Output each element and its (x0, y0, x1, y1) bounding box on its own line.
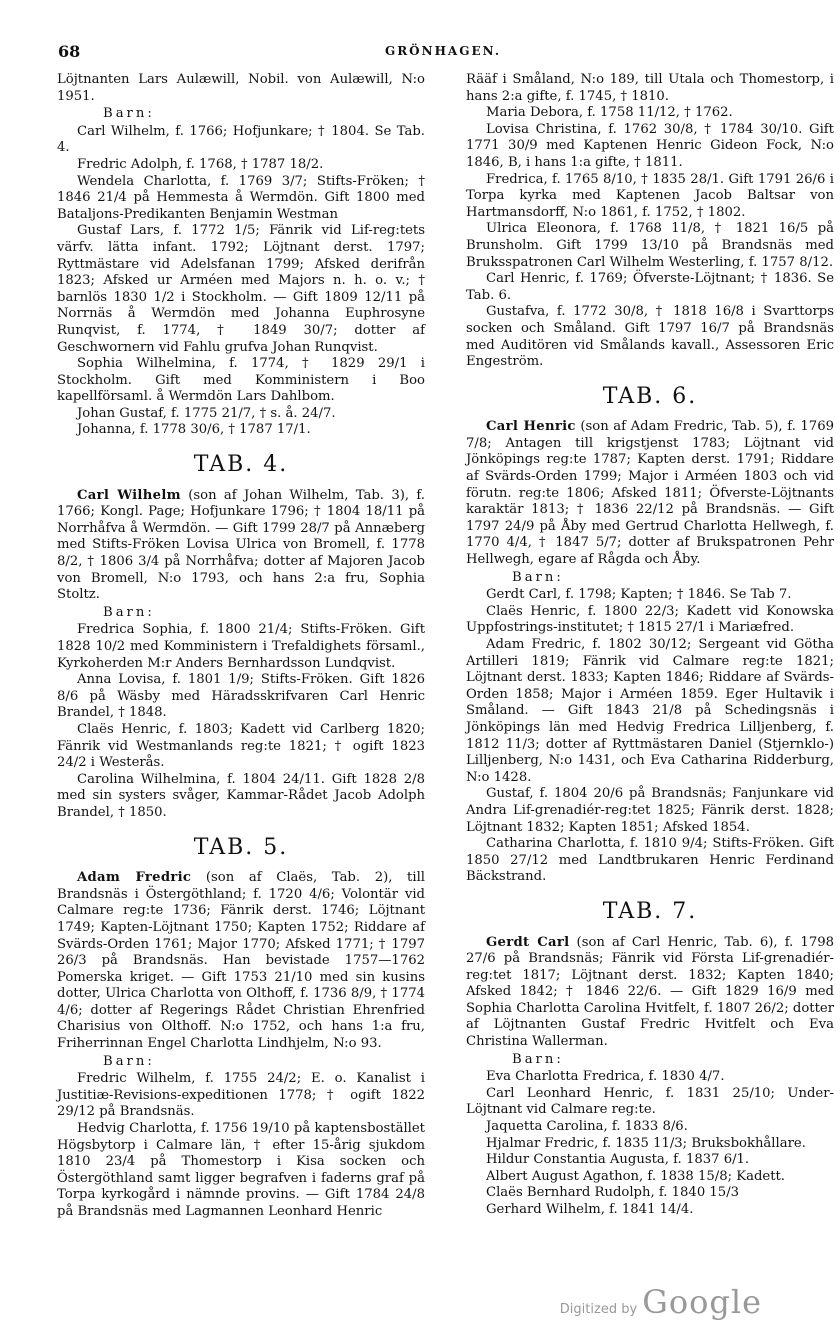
child-entry: Fredric Wilhelm, f. 1755 24/2; E. o. Kanalist i Justitiæ-Revisions-expeditionen 1778; † ogift 1822 29/12 på Brandsnäs. (57, 1071, 425, 1120)
tab-5-name: Adam Fredric (77, 870, 192, 886)
child-entry: Gustaf, f. 1804 20/6 på Brandsnäs; Fanjunkare vid Andra Lif-grenadiér-reg:tet 1825; Fänrik derst. 1828; Löjtnant 1832; Kapten 1851; Afsked 1854. (466, 786, 834, 835)
child-entry: Gerhard Wilhelm, f. 1841 14/4. (486, 1202, 694, 1217)
page-header (58, 38, 828, 64)
tab-7-text: (son af Carl Henric, Tab. 6), f. 1798 27/6 på Brandsnäs; Fänrik vid Första Lif-grenadiér-reg:tet 1817; Löjtnant derst. 1832; Kapten 1840; Afsked 1842; † 1846 22/6. — Gift 1829 16/9 med Sophia Charlotta Carolina Hvitfelt, f. 1807 26/2; dotter af Löjtnanten Gustaf Fredric Hvitfelt och Eva Christina Wallerman. (466, 934, 834, 1050)
barn-label: Barn: (512, 569, 564, 585)
child-entry: Carl Wilhelm, f. 1766; Hofjunkare; † 1804. Se Tab. 4. (57, 123, 425, 156)
child-entry: Fredrica Sophia, f. 1800 21/4; Stifts-Fröken. Gift 1828 10/2 med Komministern i Trefaldighets församl., Kyrkoherden M:r Anders Bernhardsson Lundqvist. (57, 622, 425, 671)
child-entry: Fredric Adolph, f. 1768, † 1787 18/2. (77, 156, 324, 172)
tab-7-name: Gerdt Carl (486, 934, 570, 950)
child-entry: Ulrica Eleonora, f. 1768 11/8, † 1821 16/5 på Brunsholm. Gift 1799 13/10 på Brandsnäs med Bruksspatronen Carl Wilhelm Westerling, f. 1757 8/12. (466, 221, 834, 270)
left-column (57, 72, 425, 1221)
child-entry: Carolina Wilhelmina, f. 1804 24/11. Gift 1828 2/8 med sin systers svåger, Kammar-Rådet Jacob Adolph Brandel, † 1850. (57, 771, 425, 820)
tab-7-heading: TAB. 7. (602, 898, 698, 924)
digitized-watermark (560, 1283, 762, 1321)
child-entry: Sophia Wilhelmina, f. 1774, † 1829 29/1 i Stockholm. Gift med Komministern i Boo kapellförsaml. å Wermdön Lars Dahlbom. (57, 356, 425, 405)
tab-4-entry (57, 488, 425, 604)
child-entry: Wendela Charlotta, f. 1769 3/7; Stifts-Fröken; † 1846 21/4 på Hemmesta å Wermdön. Gift 1800 med Bataljons-Predikanten Benjamin Westman (57, 173, 425, 222)
child-entry: Gustafva, f. 1772 30/8, † 1818 16/8 i Svarttorps socken och Småland. Gift 1797 16/7 på Brandsnäs med Auditören vid Smålands kavall., Assessoren Eric Engeström. (466, 304, 834, 370)
child-entry: Johan Gustaf, f. 1775 21/7, † s. å. 24/7. (77, 405, 336, 421)
child-entry: Carl Leonhard Henric, f. 1831 25/10; Under-Löjtnant vid Calmare reg:te. (466, 1085, 834, 1118)
page-number: 68 (58, 42, 81, 61)
child-entry: Jaquetta Carolina, f. 1833 8/6. (486, 1119, 688, 1135)
tab-4-heading: TAB. 4. (193, 452, 289, 478)
tab-6-heading: TAB. 6. (602, 383, 698, 409)
child-entry: Catharina Charlotta, f. 1810 9/4; Stifts-Fröken. Gift 1850 27/12 med Landtbrukaren Henric Ferdinand Bäckstrand. (466, 836, 834, 885)
child-entry: Lovisa Christina, f. 1762 30/8, † 1784 30/10. Gift 1771 30/9 med Kaptenen Henric Gideon Fock, N:o 1846, B, i hans 1:a gifte, † 1811. (466, 121, 834, 170)
child-entry: Eva Charlotta Fredrica, f. 1830 4/7. (486, 1069, 725, 1085)
running-head: GRÖNHAGEN. (384, 44, 502, 58)
child-entry: Adam Fredric, f. 1802 30/12; Sergeant vid Götha Artilleri 1819; Fänrik vid Calmare reg:te 1821; Löjtnant derst. 1833; Kapten 1846; Riddare af Svärds-Orden 1858; Major i Arméen 1859. Eger Hultavik i Småland. — Gift 1843 21/8 på Schedingsnäs i Jönköpings län med Hedvig Fredrica Lilljenberg, f. 1812 11/3; dotter af Ryttmästaren Daniel (Stjernklo-) Lilljenberg, N:o 1431, och Eva Catharina Ridderburg, N:o 1428. (466, 637, 834, 785)
tab-4-name: Carl Wilhelm (77, 487, 181, 503)
tab-7-entry (466, 935, 834, 1051)
tab-6-entry (466, 419, 834, 568)
child-entry: Claës Henric, f. 1803; Kadett vid Carlberg 1820; Fänrik vid Westmanlands reg:te 1821; † ogift 1823 24/2 i Westerås. (57, 721, 425, 771)
child-entry: Johanna, f. 1778 30/6, † 1787 17/1. (77, 422, 311, 438)
child-entry: Anna Lovisa, f. 1801 1/9; Stifts-Fröken. Gift 1826 8/6 på Wäsby med Häradsskrifvaren Carl Henric Brandel, † 1848. (57, 672, 425, 721)
child-entry: Claës Henric, f. 1800 22/3; Kadett vid Konowska Uppfostrings-institutet; † 1815 27/1 i Mariæfred. (466, 603, 834, 636)
child-entry: Maria Debora, f. 1758 11/12, † 1762. (486, 105, 733, 121)
child-entry: Hjalmar Fredric, f. 1835 11/3; Bruksbokhållare. (486, 1135, 806, 1151)
child-entry: Hildur Constantia Augusta, f. 1837 6/1. (486, 1152, 750, 1168)
tab-6-text: (son af Adam Fredric, Tab. 5), f. 1769 7/8; Antagen till krigstjenst 1783; Löjtnant vid Jönköpings reg:te 1787; Kapten derst. 1791; Riddare af Svärds-Orden 1799; Major i Arméen 1803 och vid förutn. reg:te 1806; Afsked 1811; Öfverste-Löjtnants karaktär 1813; † 1836 22/12 på Brandsnäs. — Gift 1797 24/9 på Åby med Gertrud Charlotta Hellwegh, f. 1770 4/4, † 1847 5/7; dotter af Brukspatronen Pehr Hellwegh, egare af Rågda och Åby. (466, 419, 834, 568)
child-entry: Claës Bernhard Rudolph, f. 1840 15/3 (486, 1185, 740, 1201)
digitized-by-text: Digitized by (559, 1302, 638, 1317)
continuation-text: Rääf i Småland, N:o 189, till Utala och Thomestorp, i hans 2:a gifte, f. 1745, † 1810. (466, 72, 834, 104)
intro-text: Löjtnanten Lars Aulæwill, Nobil. von Aulæwill, N:o 1951. (57, 72, 425, 104)
barn-label: Barn: (103, 604, 155, 620)
child-entry: Hedvig Charlotta, f. 1756 19/10 på kaptensbostället Högsbytorp i Calmare län, † efter 15-årig sjukdom 1810 23/4 på Thomestorp i Kisa socken och Östergöthland samt ligger begrafven i faderns graf på Torpa kyrkogård i nämnde provins. — Gift 1784 24/8 på Brandsnäs med Lagmannen Leonhard Henric (57, 1121, 425, 1219)
barn-label: Barn: (512, 1051, 564, 1067)
tab-5-heading: TAB. 5. (193, 834, 289, 860)
tab-5-text: (son af Claës, Tab. 2), till Brandsnäs i Östergöthland; f. 1720 4/6; Volontär vid Calmare reg:te 1736; Fänrik derst. 1746; Löjtnant 1749; Kapten-Löjtnant 1750; Kapten 1752; Riddare af Svärds-Orden 1761; Major 1770; Afsked 1771; † 1797 26/3 på Brandsnäs. Han bevistade 1757—1762 Pomerska kriget. — Gift 1753 21/10 med sin kusins dotter, Ulrica Charlotta von Olthoff, f. 1736 8/9, † 1774 4/6; dotter af Regerings Rådet Christian Ehrenfried Charisius von Olthoff. N:o 1752, och hans 1:a fru, Friherrinnan Engel Charlotta Lindhjelm, N:o 93. (57, 870, 425, 1052)
child-entry: Albert August Agathon, f. 1838 15/8; Kadett. (486, 1168, 785, 1184)
child-entry: Gerdt Carl, f. 1798; Kapten; † 1846. Se Tab 7. (486, 587, 792, 603)
child-entry: Fredrica, f. 1765 8/10, † 1835 28/1. Gift 1791 26/6 i Torpa kyrka med Kaptenen Jacob Baltsar von Hartmansdorff, N:o 1861, f. 1752, † 1802. (466, 171, 834, 220)
child-entry: Carl Henric, f. 1769; Öfverste-Löjtnant; † 1836. Se Tab. 6. (466, 271, 834, 303)
barn-label: Barn: (103, 106, 155, 122)
tab-4-text: (son af Johan Wilhelm, Tab. 3), f. 1766; Kongl. Page; Hofjunkare 1796; † 1804 18/11 på Norrhåfva å Wermdön. — Gift 1799 28/7 på Annæberg med Stifts-Fröken Lovisa Ulrica von Bromell, f. 1778 8/2, † 1806 3/4 på Norrhåfva; dotter af Majoren Jacob von Bromell, N:o 1793, och hans 2:a fru, Sophia Stoltz. (57, 487, 426, 603)
tab-5-entry (57, 870, 425, 1053)
barn-label: Barn: (103, 1053, 155, 1069)
google-logo-text: Google (642, 1283, 762, 1321)
child-entry: Gustaf Lars, f. 1772 1/5; Fänrik vid Lif-reg:tets värfv. lätta infant. 1792; Löjtnant derst. 1797; Ryttmästare vid Adelsfanan 1799; Afsked derifrån 1823; Afsked ur Arméen med Majors n. h. o. v.; † barnlös 1830 1/2 i Stockholm. — Gift 1809 12/11 på Norrnäs å Wermdön med Johanna Euphrosyne Runqvist, f. 1774, † 1849 30/7; dotter af Geschwornern vid Fahlu grufva Johan Runqvist. (57, 223, 425, 355)
right-column (466, 72, 834, 1219)
tab-6-name: Carl Henric (486, 419, 576, 435)
